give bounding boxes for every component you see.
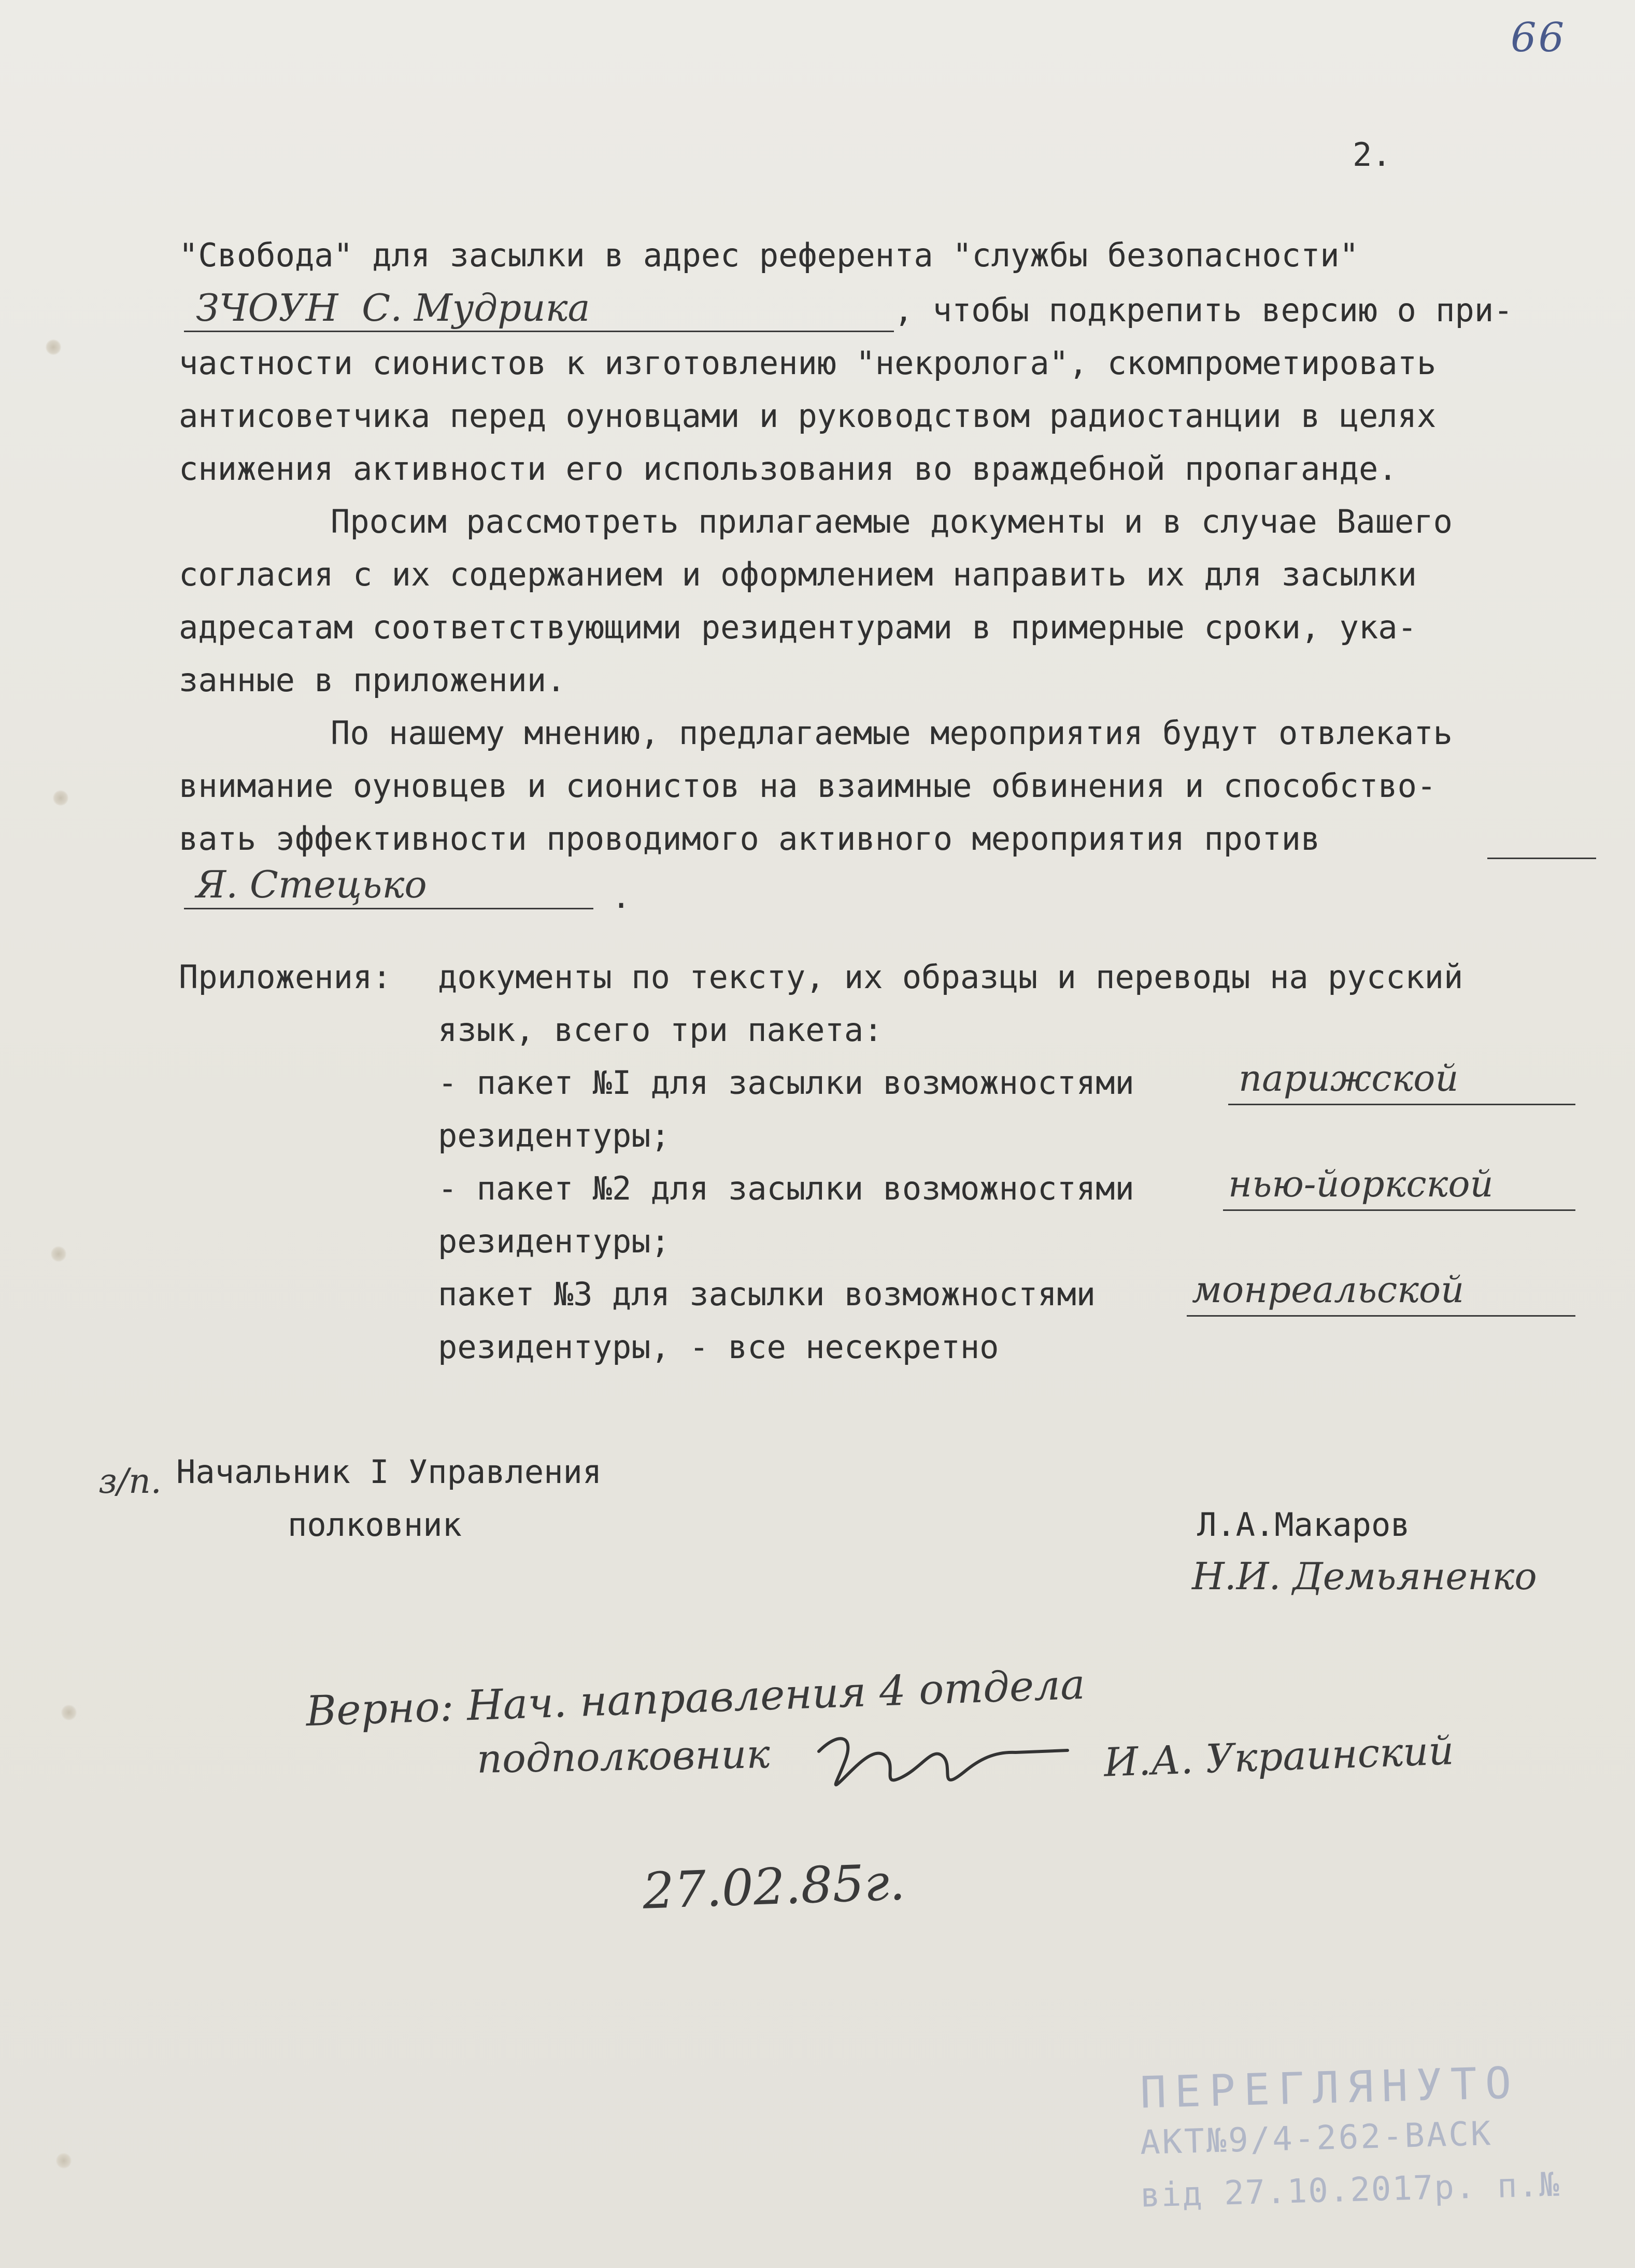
body-line: вать эффективности проводимого активного мероприятия против [179, 820, 1320, 858]
underline [1223, 1209, 1575, 1211]
body-line: внимание оуновцев и сионистов на взаимные обвинения и способство- [179, 767, 1437, 805]
verification-name: И.А. Украинский [1103, 1727, 1455, 1786]
handwritten-city: нью-йоркской [1228, 1163, 1494, 1205]
body-line: "Свободa" для засылки в адрес референта "службы безопасности" [179, 236, 1359, 274]
underline [184, 908, 593, 909]
handwritten-signature [808, 1715, 1078, 1803]
attachment-item: пакет №3 для засылки возможностями [438, 1275, 1096, 1313]
body-line: . [612, 878, 631, 916]
body-line: частности сионистов к изготовлению "некролога", скомпрометировать [179, 344, 1437, 382]
verification-date: 27.02.85г. [642, 1853, 906, 1920]
archive-stamp-line: від 27.10.2017р. п.№ [1140, 2165, 1561, 2215]
attachments-line: язык, всего три пакета: [438, 1011, 883, 1049]
archive-page-number: 66 [1511, 15, 1567, 61]
attachment-item: - пакет №2 для засылки возможностями [438, 1169, 1134, 1207]
attachment-item: - пакет №I для засылки возможностями [438, 1064, 1134, 1102]
handwritten-name: Я. Стецько [196, 863, 427, 906]
body-line: антисоветчика перед оуновцами и руководством радиостанции в целях [179, 397, 1437, 435]
attachments-label: Приложения: [179, 958, 392, 996]
body-line: адресатам соответствующими резидентурами в примерные сроки, ука- [179, 608, 1417, 646]
page-number: 2. [1353, 136, 1391, 174]
punch-hole [61, 1705, 77, 1720]
signature-rank: полковник [288, 1506, 462, 1544]
punch-hole [56, 2153, 72, 2169]
handwritten-city: парижской [1239, 1057, 1459, 1100]
archive-stamp-line: АКТ№9/4-262-ВАСК [1140, 2115, 1494, 2162]
attachment-item: резидентуры; [438, 1117, 670, 1154]
underline [1187, 1315, 1575, 1317]
archive-stamp-line: ПЕРЕГЛЯНУТО [1139, 2057, 1520, 2118]
underline [1487, 858, 1596, 859]
body-line: согласия с их содержанием и оформлением направить их для засылки [179, 555, 1417, 593]
punch-hole [46, 339, 61, 355]
punch-hole [53, 790, 68, 806]
verification-rank: подполковник [476, 1731, 771, 1782]
body-line: По нашему мнению, предлагаемые мероприятия будут отвлекать [331, 714, 1453, 752]
body-line: , чтобы подкрепить версию о при- [894, 291, 1513, 329]
body-line: Просим рассмотреть прилагаемые документы и в случае Вашего [331, 503, 1453, 540]
underline [184, 331, 894, 332]
body-line: снижения активности его использования во враждебной пропаганде. [179, 450, 1398, 488]
attachments-line: документы по тексту, их образцы и переводы на русский [438, 958, 1463, 996]
body-line: занные в приложении. [179, 661, 566, 699]
signature-name: Л.А.Макаров [1197, 1506, 1410, 1544]
signature-position: Начальник I Управления [176, 1453, 602, 1491]
handwritten-city: монреальской [1192, 1268, 1465, 1311]
handwritten-prefix: з/п. [98, 1461, 162, 1501]
verification-line: Верно: Нач. направления 4 отдела [305, 1660, 1086, 1736]
underline [1228, 1104, 1575, 1105]
handwritten-signatory: Н.И. Демьяненко [1192, 1554, 1537, 1598]
handwritten-name: ЗЧОУН С. Мудрика [196, 286, 590, 330]
attachment-item: резидентуры; [438, 1222, 670, 1260]
punch-hole [51, 1246, 66, 1262]
attachment-item: резидентуры, - все несекретно [438, 1328, 999, 1366]
